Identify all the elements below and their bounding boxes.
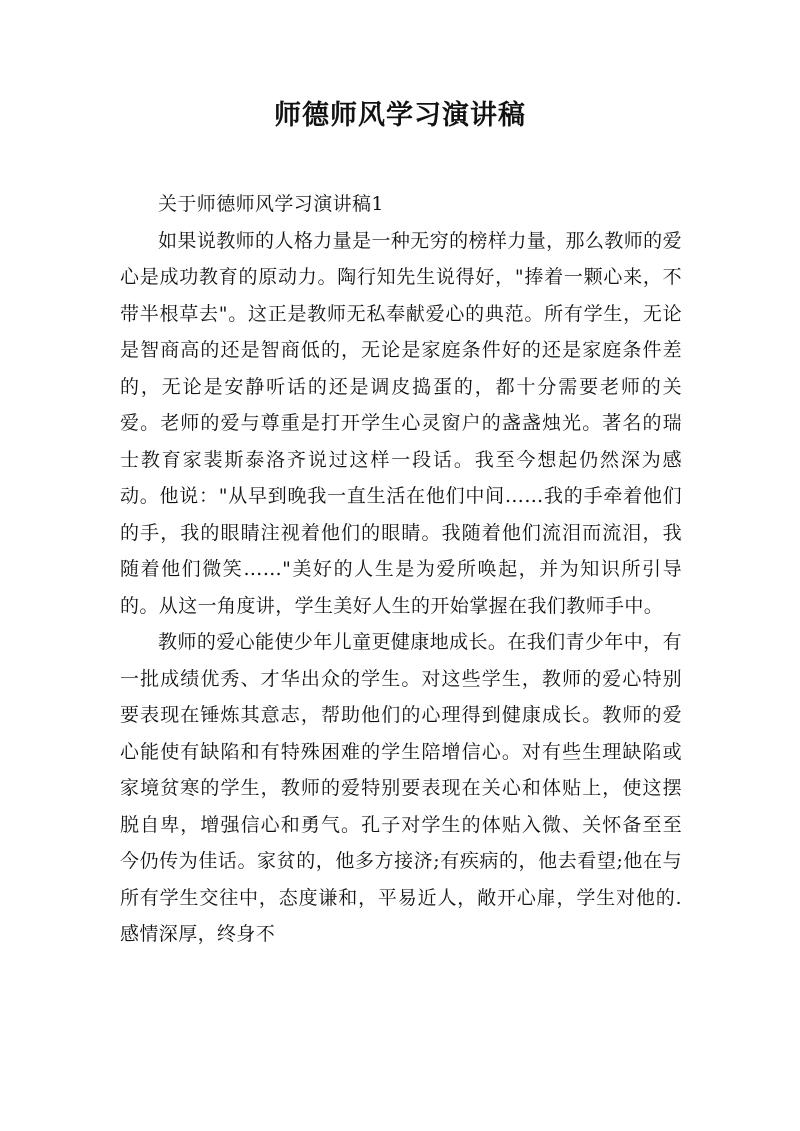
body-paragraph-2: 教师的爱心能使少年儿童更健康地成长。在我们青少年中，有一批成绩优秀、才华出众的学生。对这些学生，教师的爱心特别要表现在锤炼其意志，帮助他们的心理得到健康成长。教师的爱心能使有缺陷和有特殊困难的学生陪增信心。对有些生理缺陷或家境贫寒的学生，教师的爱特别要表现在关心和体贴上，使这摆脱自卑，增强信心和勇气。孔子对学生的体贴入微、关怀备至至今仍传为佳话。家贫的，他多方接济;有疾病的，他去看望;他在与所有学生交往中，态度谦和，平易近人，敞开心扉，学生对他的.感情深厚，终身不	[120, 631, 682, 945]
body-paragraph-1: 如果说教师的人格力量是一种无穷的榜样力量，那么教师的爱心是成功教育的原动力。陶行知先生说得好，"捧着一颗心来，不带半根草去"。这正是教师无私奉献爱心的典范。所有学生，无论是智商高的还是智商低的，无论是家庭条件好的还是家庭条件差的，无论是安静听话的还是调皮捣蛋的，都十分需要老师的关爱。老师的爱与尊重是打开学生心灵窗户的盏盏烛光。著名的瑞士教育家裴斯泰洛齐说过这样一段话。我至今想起仍然深为感动。他说："从早到晚我一直生活在他们中间……我的手牵着他们的手，我的眼睛注视着他们的眼睛。我随着他们流泪而流泪，我随着他们微笑……"美好的人生是为爱所唤起，并为知识所引导的。从这一角度讲，学生美好人生的开始掌握在我们教师手中。	[120, 229, 682, 617]
document-subtitle: 关于师德师风学习演讲稿1	[158, 193, 384, 215]
document-title: 师德师风学习演讲稿	[274, 100, 526, 131]
document-body	[120, 186, 682, 953]
